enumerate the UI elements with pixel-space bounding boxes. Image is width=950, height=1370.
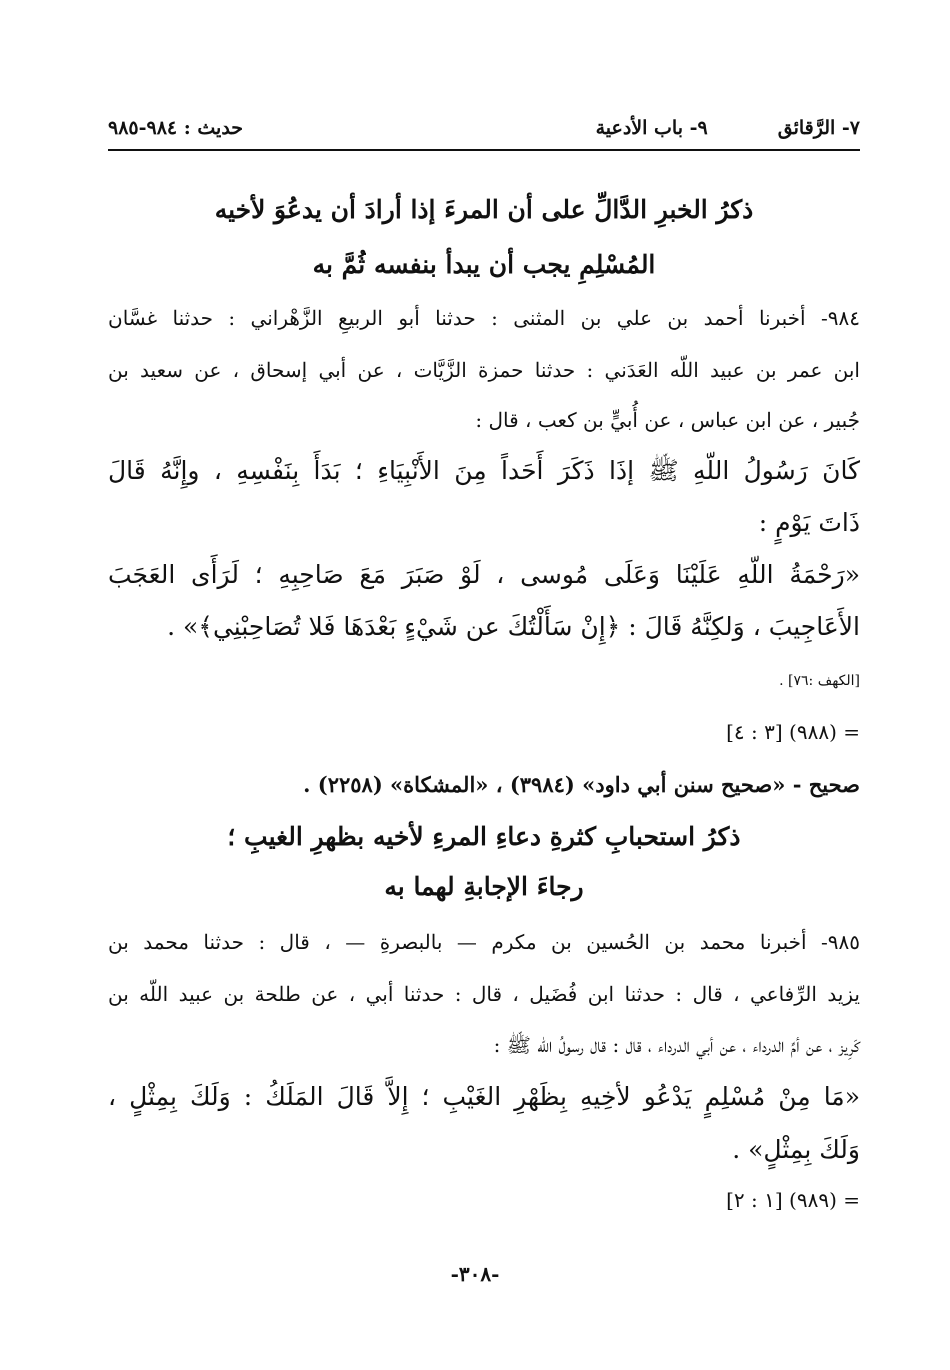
chapter-1-title-line-1: ذكرُ الخبرِ الدَّالِّ على أن المرءَ إذا أرادَ أن يدعُوَ لأخيه	[214, 195, 754, 224]
cross-reference-984: = (٩٨٨) [٣ : ٤]	[726, 720, 860, 744]
isnad-984-line-3: جُبير ، عن ابن عباس ، عن أُبيٍّ بن كعب ، قال :	[475, 408, 860, 432]
isnad-984-line-2: ابن عمر بن عبيد اللّه العَدَني : حدثنا حمزة الزَّيَّات ، عن أبي إسحاق ، عن سعيد بن	[108, 358, 860, 382]
chapter-2-title-line-1: ذكرُ استحبابِ كثرةِ دعاءِ المرءِ لأخيه بظهرِ الغيبِ ؛	[227, 822, 741, 851]
header-hadith-range: حديث : ٩٨٤-٩٨٥	[108, 117, 244, 139]
cross-reference-985: = (٩٨٩) [١ : ٢]	[726, 1188, 860, 1212]
header-book-title: ٧- الرَّقائق	[777, 117, 860, 139]
header-right-group	[596, 117, 860, 139]
isnad-985-line-1: ٩٨٥- أخبرنا محمد بن الحُسين بن مكرم — بالبصرةِ — ، قال : حدثنا محمد بن	[108, 930, 860, 954]
chapter-1-title-line-2: المُسْلِمِ يجب أن يبدأ بنفسه ثُمَّ به	[312, 250, 656, 279]
header-section-title: ٩- باب الأدعية	[595, 117, 708, 139]
matn-985-line-2: وَلَكَ بِمِثْلٍ» .	[732, 1135, 860, 1164]
chapter-2-title-line-2: رجاءَ الإجابةِ لهما به	[384, 872, 584, 901]
matn-985-line-1: «مَا مِنْ مُسْلِمٍ يَدْعُو لأخِيهِ بِظَهْرِ الغَيْبِ ؛ إِلاَّ قَالَ المَلَكُ : وَلَكَ بِمِثْلٍ ،	[108, 1082, 860, 1111]
matn-984-line-4: الأَعَاجِيبَ ، وَلكِنَّهُ قَالَ : ﴿إِنْ سَأَلْتُكَ عن شَيْءٍ بَعْدَهَا فَلا تُصَاحِبْنِي﴾» .	[167, 612, 860, 641]
matn-984-line-1: كَانَ رَسُولُ اللّهِ ﷺ إذَا ذَكَرَ أَحَداً مِنَ الأَنْبِيَاءِ ؛ بَدَأَ بِنَفْسِهِ ، وإِنَّهُ قَالَ	[108, 456, 860, 485]
matn-984-line-3: «رَحْمَةُ اللّهِ عَلَيْنَا وَعَلَى مُوسى ، لَوْ صَبَرَ مَعَ صَاحِبِهِ ؛ لَرَأَى العَجَبَ	[108, 560, 860, 589]
running-header	[108, 112, 860, 144]
isnad-985-line-2: يزيد الرِّفاعي ، قال : حدثنا ابن فُضَيل ، قال : حدثنا أبي ، عن طلحة بن عبيد اللّه بن	[108, 982, 860, 1006]
grading-984: صحيح - «صحيح سنن أبي داود» (٣٩٨٤) ، «المشكاة» (٢٢٥٨) .	[303, 772, 860, 797]
isnad-984-line-1: ٩٨٤- أخبرنا أحمد بن علي بن المثنى : حدثنا أبو الربيعِ الزَّهْراني : حدثنا غسَّان	[108, 306, 860, 330]
page-number: -٣٠٨-	[450, 1262, 500, 1286]
quran-reference: [الكهف :٧٦] .	[779, 673, 860, 689]
header-divider	[108, 149, 860, 151]
isnad-985-line-3: كَرِيز ، عن أمِّ الدرداء ، عن أبي الدرداء ، قال : قال رسولُ اللّه ﷺ :	[493, 1033, 860, 1057]
matn-984-line-2: ذَاتَ يَوْمٍ :	[758, 508, 860, 537]
